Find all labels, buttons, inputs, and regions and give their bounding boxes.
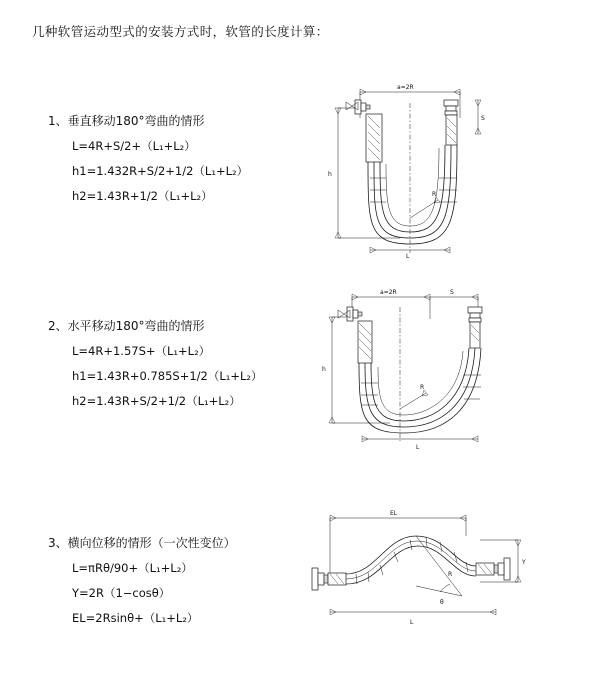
section-1-formula-1: L=4R+S/2+（L₁+L₂）: [72, 139, 196, 153]
figure-2-radius-label: R: [420, 384, 425, 391]
section-2-formula-1: L=4R+1.57S+（L₁+L₂）: [72, 344, 211, 358]
section-2-text: [48, 317, 298, 418]
section-1-text: [48, 112, 298, 213]
section-3-text: [48, 534, 298, 635]
section-2-formula-2: h1=1.43R+0.785S+1/2（L₁+L₂）: [72, 369, 263, 383]
section-2-title: 2、水平移动180°弯曲的情形: [48, 319, 205, 333]
figure-1-right-dim: S: [481, 115, 485, 122]
figure-3-angle-label: θ: [440, 599, 444, 606]
figure-3-top-dim: EL: [390, 510, 398, 517]
figure-3-bottom-label: L: [410, 619, 414, 626]
section-vertical-180: [0, 78, 600, 268]
section-horizontal-180: [0, 283, 600, 468]
section-3-formula-2: Y=2R（1−cosθ）: [72, 586, 171, 600]
figure-3-radius-label: R: [448, 571, 453, 578]
figure-2-top-dim-2: S: [450, 289, 454, 296]
section-2-formula-3: h2=1.43R+S/2+1/2（L₁+L₂）: [72, 394, 241, 408]
section-1-title: 1、垂直移动180°弯曲的情形: [48, 114, 205, 128]
figure-horizontal-180: [300, 283, 592, 458]
figure-1-top-dim: a=2R: [397, 84, 414, 91]
section-3-formula-3: EL=2Rsinθ+（L₁+L₂）: [72, 611, 199, 625]
figure-1-height-dim: h: [328, 171, 332, 178]
figure-1-radius-label: R: [432, 191, 437, 198]
section-1-formula-2: h1=1.432R+S/2+1/2（L₁+L₂）: [72, 164, 249, 178]
section-lateral-offset: [0, 500, 600, 650]
section-1-formula-3: h2=1.43R+1/2（L₁+L₂）: [72, 189, 213, 203]
figure-3-right-dim: Y: [522, 559, 526, 566]
figure-2-top-dim: a=2R: [380, 289, 397, 296]
section-3-formula-1: L=πRθ/90+（L₁+L₂）: [72, 561, 193, 575]
figure-1-bottom-label: L: [406, 253, 410, 260]
figure-2-height-dim: h: [322, 366, 326, 373]
figure-vertical-180: [300, 78, 592, 268]
page-title: 几种软管运动型式的安装方式时，软管的长度计算：: [32, 24, 329, 39]
section-3-title: 3、横向位移的情形（一次性变位）: [48, 536, 236, 550]
figure-2-bottom-label: L: [416, 444, 420, 451]
figure-lateral-offset: [290, 500, 592, 640]
